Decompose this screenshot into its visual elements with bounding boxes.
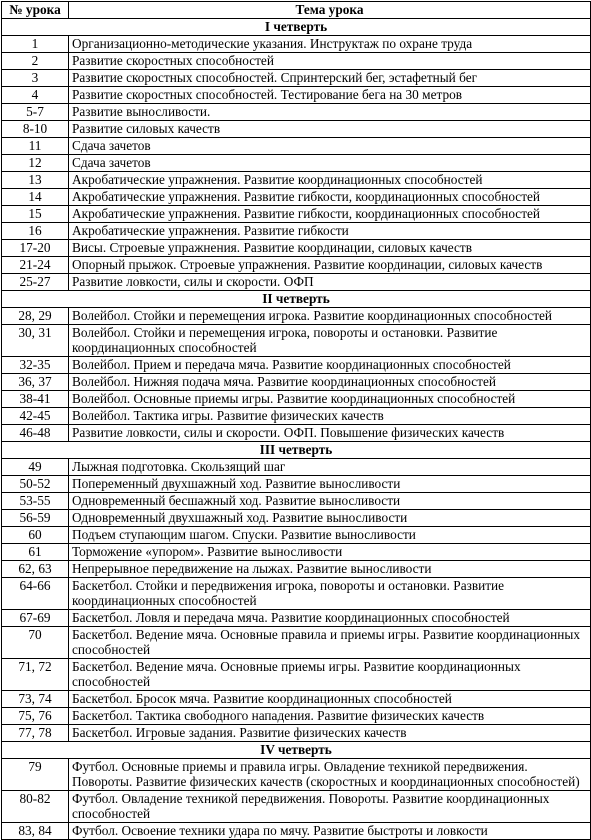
lesson-topic: Волейбол. Основные приемы игры. Развитие координационных способностей xyxy=(69,391,591,408)
lesson-topic: Непрерывное передвижение на лыжах. Развитие выносливости xyxy=(69,561,591,578)
lesson-topic: Акробатические упражнения. Развитие гибкости xyxy=(69,223,591,240)
table-row xyxy=(2,308,591,325)
lesson-number: 32-35 xyxy=(2,357,69,374)
table-row xyxy=(2,510,591,527)
lesson-number: 42-45 xyxy=(2,408,69,425)
lesson-number: 73, 74 xyxy=(2,691,69,708)
lesson-topic-header: Тема урока xyxy=(69,2,591,19)
lesson-number: 62, 63 xyxy=(2,561,69,578)
table-row xyxy=(2,561,591,578)
lesson-topic: Баскетбол. Бросок мяча. Развитие координационных способностей xyxy=(69,691,591,708)
lesson-number: 80-82 xyxy=(2,791,69,823)
lesson-number: 67-69 xyxy=(2,610,69,627)
table-row xyxy=(2,476,591,493)
lesson-topic: Сдача зачетов xyxy=(69,155,591,172)
table-row xyxy=(2,691,591,708)
lesson-topic: Футбол. Основные приемы и правила игры. Овладение техникой передвижения. Повороты. Развитие физических качеств (скоростных и координационных способностей) xyxy=(69,759,591,791)
table-body xyxy=(2,19,591,840)
lesson-topic: Развитие ловкости, силы и скорости. ОФП xyxy=(69,274,591,291)
table-row xyxy=(2,206,591,223)
lesson-topic: Баскетбол. Стойки и передвижения игрока, повороты и остановки. Развитие координационных способностей xyxy=(69,578,591,610)
lesson-topic: Акробатические упражнения. Развитие гибкости, координационных способностей xyxy=(69,206,591,223)
lesson-topic: Волейбол. Тактика игры. Развитие физических качеств xyxy=(69,408,591,425)
lesson-number: 11 xyxy=(2,138,69,155)
table-row xyxy=(2,459,591,476)
quarter-title: II четверть xyxy=(2,291,591,308)
lesson-number-header: № урока xyxy=(2,2,69,19)
lesson-topic: Попеременный двухшажный ход. Развитие выносливости xyxy=(69,476,591,493)
table-row xyxy=(2,627,591,659)
lesson-number: 5-7 xyxy=(2,104,69,121)
lesson-number: 12 xyxy=(2,155,69,172)
lesson-number: 49 xyxy=(2,459,69,476)
table-row xyxy=(2,121,591,138)
lesson-number: 61 xyxy=(2,544,69,561)
table-row xyxy=(2,374,591,391)
lesson-topic: Торможение «упором». Развитие выносливости xyxy=(69,544,591,561)
lesson-topic: Развитие скоростных способностей. Тестирование бега на 30 метров xyxy=(69,87,591,104)
lesson-topic: Развитие ловкости, силы и скорости. ОФП. Повышение физических качеств xyxy=(69,425,591,442)
lesson-number: 75, 76 xyxy=(2,708,69,725)
table-row xyxy=(2,274,591,291)
table-row xyxy=(2,823,591,840)
lesson-number: 21-24 xyxy=(2,257,69,274)
table-row xyxy=(2,578,591,610)
table-row xyxy=(2,53,591,70)
lesson-number: 15 xyxy=(2,206,69,223)
lesson-number: 17-20 xyxy=(2,240,69,257)
lesson-topic: Сдача зачетов xyxy=(69,138,591,155)
quarter-header-row xyxy=(2,442,591,459)
table-row xyxy=(2,759,591,791)
table-row xyxy=(2,659,591,691)
lesson-topic: Акробатические упражнения. Развитие гибкости, координационных способностей xyxy=(69,189,591,206)
lesson-number: 50-52 xyxy=(2,476,69,493)
lesson-number: 30, 31 xyxy=(2,325,69,357)
table-row xyxy=(2,223,591,240)
table-row xyxy=(2,172,591,189)
lesson-topic: Баскетбол. Тактика свободного нападения. Развитие физических качеств xyxy=(69,708,591,725)
lesson-number: 83, 84 xyxy=(2,823,69,840)
lesson-topic: Баскетбол. Ведение мяча. Основные приемы игры. Развитие координационных способностей xyxy=(69,659,591,691)
table-row xyxy=(2,155,591,172)
quarter-title: III четверть xyxy=(2,442,591,459)
lesson-topic: Одновременный бесшажный ход. Развитие выносливости xyxy=(69,493,591,510)
table-row xyxy=(2,725,591,742)
lesson-number: 28, 29 xyxy=(2,308,69,325)
lesson-number: 8-10 xyxy=(2,121,69,138)
lesson-topic: Организационно-методические указания. Инструктаж по охране труда xyxy=(69,36,591,53)
table-row xyxy=(2,791,591,823)
lesson-number: 13 xyxy=(2,172,69,189)
lesson-number: 71, 72 xyxy=(2,659,69,691)
lesson-number: 16 xyxy=(2,223,69,240)
lesson-number: 1 xyxy=(2,36,69,53)
lesson-number: 46-48 xyxy=(2,425,69,442)
lesson-topic: Волейбол. Стойки и перемещения игрока. Развитие координационных способностей xyxy=(69,308,591,325)
table-row xyxy=(2,425,591,442)
table-row xyxy=(2,189,591,206)
lesson-number: 25-27 xyxy=(2,274,69,291)
lesson-topic: Развитие силовых качеств xyxy=(69,121,591,138)
table-row xyxy=(2,36,591,53)
table-row xyxy=(2,391,591,408)
quarter-title: IV четверть xyxy=(2,742,591,759)
lesson-number: 4 xyxy=(2,87,69,104)
lesson-number: 3 xyxy=(2,70,69,87)
lesson-number: 64-66 xyxy=(2,578,69,610)
lesson-topic: Подъем ступающим шагом. Спуски. Развитие выносливости xyxy=(69,527,591,544)
table-row xyxy=(2,610,591,627)
lesson-number: 53-55 xyxy=(2,493,69,510)
table-row xyxy=(2,240,591,257)
lesson-number: 14 xyxy=(2,189,69,206)
quarter-header-row xyxy=(2,19,591,36)
table-row xyxy=(2,325,591,357)
table-row xyxy=(2,544,591,561)
table-row xyxy=(2,357,591,374)
lesson-topic: Баскетбол. Ловля и передача мяча. Развитие координационных способностей xyxy=(69,610,591,627)
table-header-row xyxy=(2,2,591,19)
lesson-topic: Опорный прыжок. Строевые упражнения. Развитие координации, силовых качеств xyxy=(69,257,591,274)
table-row xyxy=(2,708,591,725)
table-row xyxy=(2,257,591,274)
lesson-number: 79 xyxy=(2,759,69,791)
lesson-topic: Футбол. Овладение техникой передвижения. Повороты. Развитие координационных способностей xyxy=(69,791,591,823)
lesson-topic: Волейбол. Нижняя подача мяча. Развитие координационных способностей xyxy=(69,374,591,391)
lesson-number: 56-59 xyxy=(2,510,69,527)
table-row xyxy=(2,408,591,425)
lesson-topic: Лыжная подготовка. Скользящий шаг xyxy=(69,459,591,476)
quarter-title: I четверть xyxy=(2,19,591,36)
lesson-topic: Развитие скоростных способностей xyxy=(69,53,591,70)
table-row xyxy=(2,138,591,155)
quarter-header-row xyxy=(2,742,591,759)
table-row xyxy=(2,104,591,121)
lesson-topic: Развитие скоростных способностей. Спринтерский бег, эстафетный бег xyxy=(69,70,591,87)
lesson-topic: Акробатические упражнения. Развитие координационных способностей xyxy=(69,172,591,189)
table-row xyxy=(2,527,591,544)
lesson-number: 60 xyxy=(2,527,69,544)
lesson-topic: Одновременный двухшажный ход. Развитие выносливости xyxy=(69,510,591,527)
quarter-header-row xyxy=(2,291,591,308)
lesson-number: 2 xyxy=(2,53,69,70)
lesson-number: 77, 78 xyxy=(2,725,69,742)
table-row xyxy=(2,87,591,104)
lesson-number: 38-41 xyxy=(2,391,69,408)
table-row xyxy=(2,70,591,87)
lesson-topic: Баскетбол. Игровые задания. Развитие физических качеств xyxy=(69,725,591,742)
lesson-topic: Футбол. Освоение техники удара по мячу. Развитие быстроты и ловкости xyxy=(69,823,591,840)
lesson-topic: Волейбол. Прием и передача мяча. Развитие координационных способностей xyxy=(69,357,591,374)
lesson-topic: Волейбол. Стойки и перемещения игрока, повороты и остановки. Развитие координационных способностей xyxy=(69,325,591,357)
lesson-topic: Баскетбол. Ведение мяча. Основные правила и приемы игры. Развитие координационных способностей xyxy=(69,627,591,659)
lesson-topic: Развитие выносливости. xyxy=(69,104,591,121)
lesson-number: 70 xyxy=(2,627,69,659)
table-row xyxy=(2,493,591,510)
lesson-topic: Висы. Строевые упражнения. Развитие координации, силовых качеств xyxy=(69,240,591,257)
lesson-plan-table xyxy=(1,1,591,840)
lesson-number: 36, 37 xyxy=(2,374,69,391)
